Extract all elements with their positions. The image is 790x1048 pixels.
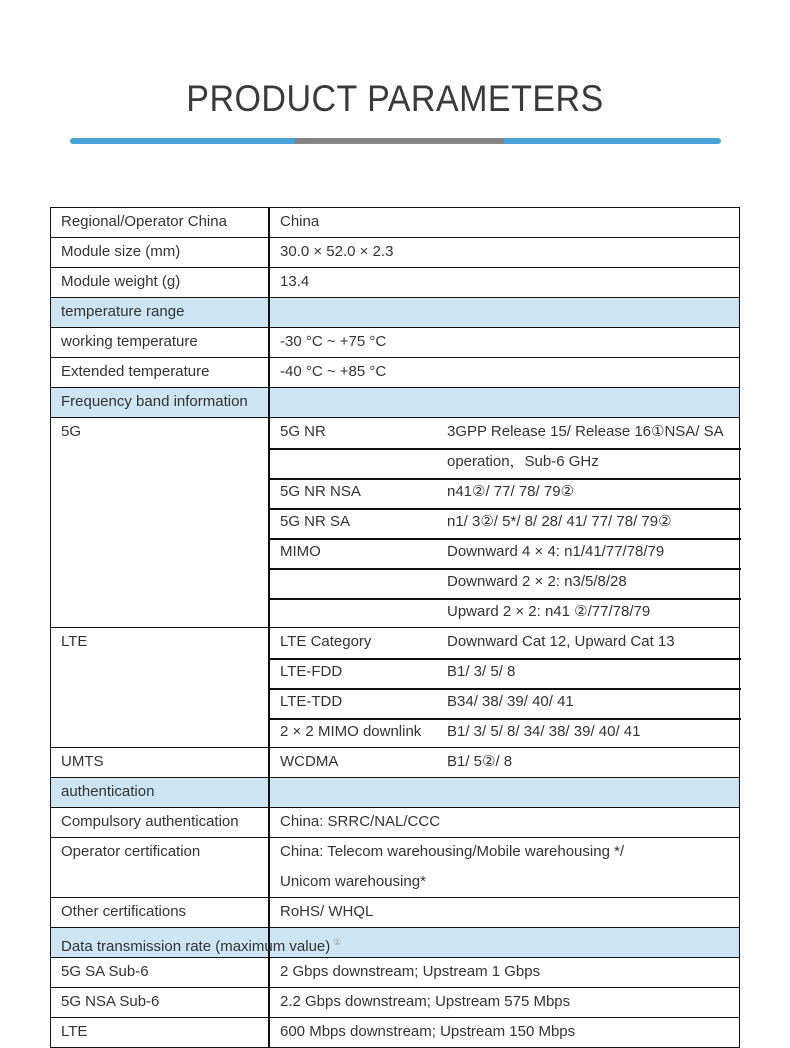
sub-label: 5G NR (280, 423, 326, 440)
param-value-line2: Unicom warehousing* (280, 873, 426, 890)
table-row (50, 988, 740, 1018)
table-row (50, 358, 740, 388)
param-value: operation，Sub-6 GHz (447, 453, 599, 470)
table-row (50, 1018, 740, 1048)
param-label: working temperature (61, 333, 198, 350)
table-row (50, 898, 740, 928)
param-label: Module weight (g) (61, 273, 181, 290)
param-value: RoHS/ WHQL (280, 903, 374, 920)
table-row-lte (50, 688, 740, 718)
section-header-frequency (50, 388, 740, 418)
table-row-lte (50, 718, 740, 748)
param-value: Downward Cat 12, Upward Cat 13 (447, 633, 675, 650)
divider-gray-center (295, 138, 504, 144)
table-row-5g (50, 418, 740, 448)
divider-blue-left (70, 138, 295, 144)
table-row-5g (50, 448, 740, 478)
section-title-text: Data transmission rate (maximum value) (61, 938, 331, 955)
param-label: 5G NSA Sub-6 (61, 993, 160, 1010)
section-title (61, 928, 341, 957)
param-value: 2.2 Gbps downstream; Upstream 575 Mbps (280, 993, 571, 1010)
param-label: Extended temperature (61, 363, 210, 380)
param-value: 2 Gbps downstream; Upstream 1 Gbps (280, 963, 541, 980)
sub-label: LTE-FDD (280, 663, 343, 680)
section-header-authentication (50, 778, 740, 808)
sub-label: WCDMA (280, 753, 339, 770)
footnote-marker: ① (333, 937, 342, 947)
page-title: PRODUCT PARAMETERS (186, 78, 604, 119)
table-row-lte (50, 658, 740, 688)
sub-label: 5G NR SA (280, 513, 351, 530)
table-row (50, 238, 740, 268)
table-row-5g (50, 538, 740, 568)
param-label: LTE (61, 1023, 88, 1040)
sub-label: 5G NR NSA (280, 483, 361, 500)
section-header-temperature (50, 298, 740, 328)
section-header-data-rate (50, 928, 740, 958)
table-row (50, 808, 740, 838)
group-label-5g: 5G (61, 423, 82, 440)
param-value: n1/ 3②/ 5*/ 8/ 28/ 41/ 77/ 78/ 79② (447, 513, 672, 530)
param-value: 30.0 × 52.0 × 2.3 (280, 243, 394, 260)
sub-label: LTE-TDD (280, 693, 343, 710)
table-row-5g (50, 568, 740, 598)
param-label: Operator certification (61, 843, 201, 860)
group-label-umts: UMTS (61, 753, 104, 770)
param-value: B34/ 38/ 39/ 40/ 41 (447, 693, 574, 710)
param-value: Upward 2 × 2: n41 ②/77/78/79 (447, 603, 651, 620)
sub-label: 2 × 2 MIMO downlink (280, 723, 422, 740)
sub-label: LTE Category (280, 633, 372, 650)
title-divider (70, 138, 721, 144)
param-value: B1/ 3/ 5/ 8 (447, 663, 516, 680)
section-title: Frequency band information (61, 393, 248, 410)
param-value: B1/ 3/ 5/ 8/ 34/ 38/ 39/ 40/ 41 (447, 723, 641, 740)
table-row-5g (50, 478, 740, 508)
param-value: 13.4 (280, 273, 310, 290)
param-value: 3GPP Release 15/ Release 16①NSA/ SA (447, 423, 724, 440)
param-value: B1/ 5②/ 8 (447, 753, 513, 770)
table-row-5g (50, 598, 740, 628)
param-value: Downward 2 × 2: n3/5/8/28 (447, 573, 627, 590)
param-label: Compulsory authentication (61, 813, 239, 830)
param-label: Module size (mm) (61, 243, 181, 260)
section-title: authentication (61, 783, 155, 800)
param-value: China (280, 213, 320, 230)
param-label: Regional/Operator China (61, 213, 227, 230)
param-value-line1: China: Telecom warehousing/Mobile warehousing */ (280, 843, 625, 860)
table-row (50, 328, 740, 358)
divider-blue-right (504, 138, 721, 144)
sub-label: MIMO (280, 543, 321, 560)
section-title: temperature range (61, 303, 185, 320)
param-label: Other certifications (61, 903, 187, 920)
table-row (50, 268, 740, 298)
table-row (50, 958, 740, 988)
param-value: Downward 4 × 4: n1/41/77/78/79 (447, 543, 665, 560)
table-row-lte (50, 628, 740, 658)
param-value: China: SRRC/NAL/CCC (280, 813, 441, 830)
param-value: -40 °C ~ +85 °C (280, 363, 387, 380)
table-row (50, 838, 740, 898)
parameters-table (50, 207, 740, 1048)
param-label: 5G SA Sub-6 (61, 963, 149, 980)
param-value: n41②/ 77/ 78/ 79② (447, 483, 574, 500)
group-label-lte: LTE (61, 633, 88, 650)
table-row (50, 208, 740, 238)
table-row-5g (50, 508, 740, 538)
table-row-umts (50, 748, 740, 778)
param-value: 600 Mbps downstream; Upstream 150 Mbps (280, 1023, 576, 1040)
param-value: -30 °C ~ +75 °C (280, 333, 387, 350)
